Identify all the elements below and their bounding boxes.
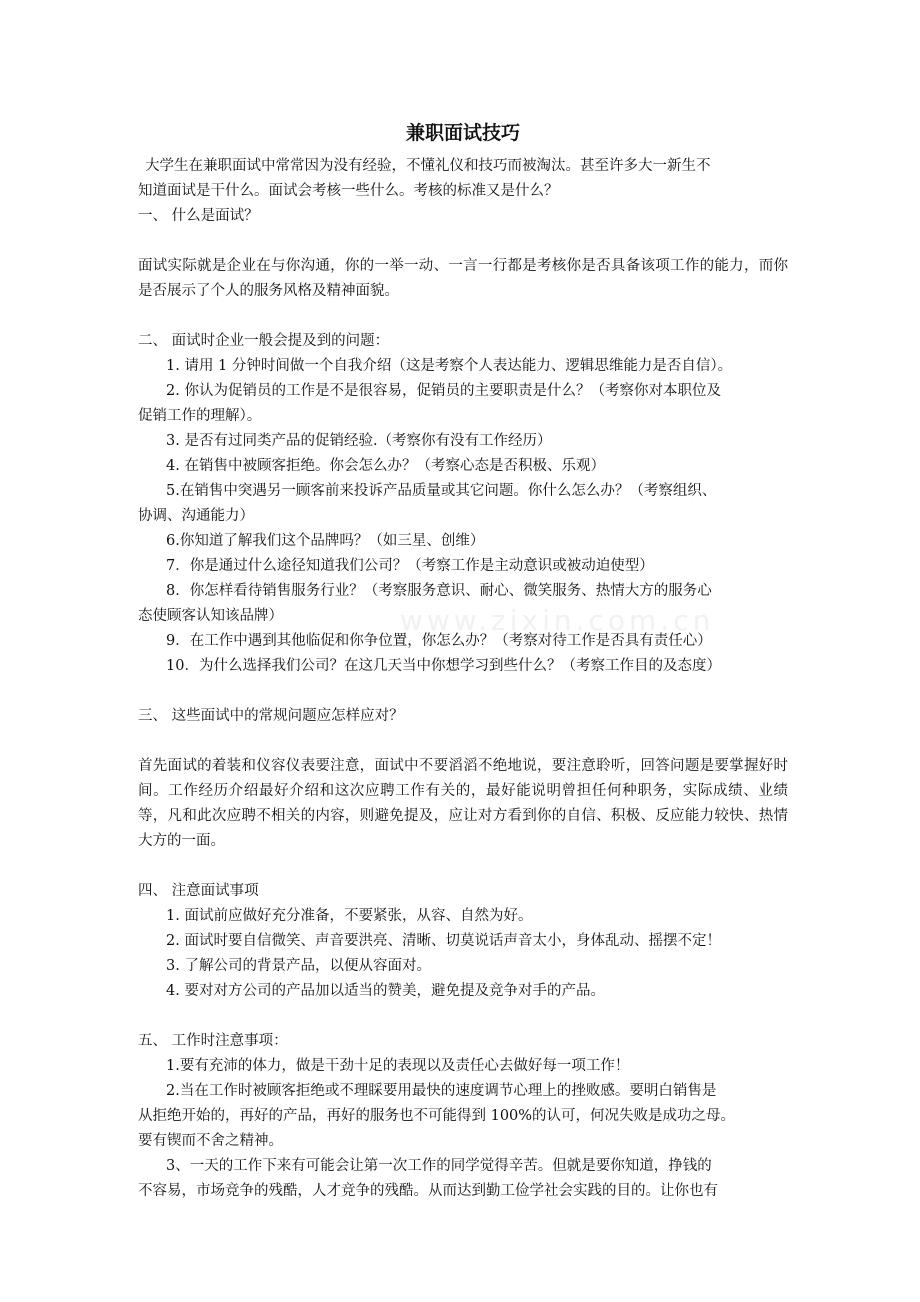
question-item: 9．在工作中遇到其他临促和你争位置，你怎么办？（考察对待工作是否具有责任心）: [166, 633, 712, 649]
question-item: 1. 请用 1 分钟时间做一个自我介绍（这是考察个人表达能力、逻辑思维能力是否自信）。: [166, 358, 733, 374]
spacer: [138, 1004, 788, 1029]
notice-item: 2. 面试时要自信微笑、声音要洪亮、清晰、切莫说话声音太小，身体乱动、摇摆不定！: [166, 933, 721, 949]
question-item: 4. 在销售中被顾客拒绝。你会怎么办？（考察心态是否积极、乐观）: [166, 458, 605, 474]
work-note-item-continued: 不容易，市场竞争的残酷，人才竞争的残酷。从而达到勤工俭学社会实践的目的。让你也有: [138, 1183, 718, 1199]
spacer: [138, 229, 788, 254]
question-item: 3. 是否有过同类产品的促销经验.（考察你有没有工作经历）: [166, 433, 552, 449]
document-title: 兼职面试技巧: [405, 122, 520, 144]
section-4-heading: 四、 注意面试事项: [138, 883, 259, 899]
section-5-heading: 五、 工作时注意事项：: [138, 1033, 288, 1049]
intro-line-1: 大学生在兼职面试中常常因为没有经验，不懂礼仪和技巧而被淘汰。甚至许多大一新生不: [145, 158, 711, 174]
question-item: 8．你怎样看待销售服务行业？（考察服务意识、耐心、微笑服务、热情大方的服务心: [166, 583, 712, 599]
question-item-continued: 促销工作的理解）。: [138, 408, 262, 424]
intro-line-2: 知道面试是干什么。面试会考核一些什么。考核的标准又是什么？: [138, 183, 559, 199]
spacer: [138, 729, 788, 754]
notice-item: 4. 要对对方公司的产品加以适当的赞美，避免提及竞争对手的产品。: [166, 983, 605, 999]
question-item: 10．为什么选择我们公司？在这几天当中你想学习到些什么？（考察工作目的及态度）: [166, 658, 721, 674]
question-item: 2. 你认为促销员的工作是不是很容易，促销员的主要职责是什么？（考察你对本职位及: [166, 383, 721, 399]
question-item: 7．你是通过什么途径知道我们公司？（考察工作是主动意识或被动迫使型）: [166, 558, 654, 574]
question-item-continued: 协调、沟通能力）: [138, 508, 254, 524]
watermark: www.zixin.com.cn: [400, 604, 715, 637]
notice-item: 3. 了解公司的背景产品，以便从容面对。: [166, 958, 431, 974]
work-note-item-continued: 从拒绝开始的，再好的产品，再好的服务也不可能得到 100%的认可，何况失败是成功之母。: [138, 1108, 736, 1124]
spacer: [138, 854, 788, 879]
work-note-item-continued: 要有锲而不舍之精神。: [138, 1133, 283, 1149]
spacer: [138, 304, 788, 329]
question-item: 6.你知道了解我们这个品牌吗？（如三星、创维）: [166, 533, 485, 549]
notice-item: 1. 面试前应做好充分准备，不要紧张，从容、自然为好。: [166, 908, 533, 924]
document-page: [138, 118, 788, 1204]
section-1-body: 面试实际就是企业在与你沟通，你的一举一动、一言一行都是考核你是否具备该项工作的能力，而你是否展示了个人的服务风格及精神面貌。: [138, 258, 788, 299]
section-1-heading: 一、 什么是面试？: [138, 208, 259, 224]
section-3-heading: 三、 这些面试中的常规问题应怎样应对？: [138, 708, 404, 724]
question-item-continued: 态使顾客认知该品牌）: [138, 608, 283, 624]
work-note-item: 3、一天的工作下来有可能会让第一次工作的同学觉得辛苦。但就是要你知道，挣钱的: [166, 1158, 712, 1174]
spacer: [138, 679, 788, 704]
work-note-item: 1.要有充沛的体力，做是干劲十足的表现以及责任心去做好每一项工作！: [166, 1058, 630, 1074]
question-item: 5.在销售中突遇另一顾客前来投诉产品质量或其它问题。你什么怎么办？（考察组织、: [166, 483, 717, 499]
section-3-body: 首先面试的着装和仪容仪表要注意，面试中不要滔滔不绝地说，要注意聆听，回答问题是要掌握好时间。工作经历介绍最好介绍和这次应聘工作有关的，最好能说明曾担任何种职务，实际成绩、业绩等，凡和此次应聘不相关的内容，则避免提及，应让对方看到你的自信、积极、反应能力较快、热情大方的一面。: [138, 758, 788, 849]
work-note-item: 2.当在工作时被顾客拒绝或不理睬要用最快的速度调节心理上的挫败感。要明白销售是: [166, 1083, 717, 1099]
section-2-heading: 二、 面试时企业一般会提及到的问题：: [138, 333, 390, 349]
